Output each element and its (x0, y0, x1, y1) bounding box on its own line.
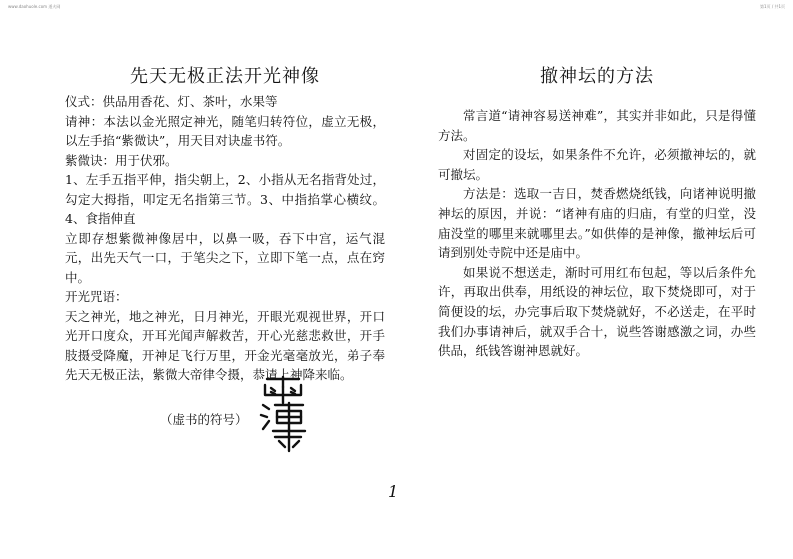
left-paragraph: 天之神光，地之神光，日月神光，开眼光观视世界，开口光开口度众，开耳光闻声解救苦，开心光慈悲救世，开手肢摄受降魔，开神足飞行万里，开金光毫毫放光，弟子奉先天无极正法，紫微大帝律令摄，恭请上神降来临。 (65, 308, 385, 382)
left-title: 先天无极正法开光神像 (130, 66, 320, 87)
right-paragraph: 方法是：选取一吉日，焚香燃烧纸钱，向诸神说明撤神坛的原因，并说：“诸神有庙的归庙，有堂的归堂，没庙没堂的哪里来就哪里去。”如供俸的是神像，撤神坛后可请到别处寺院中还是庙中。 (438, 186, 756, 261)
left-paragraph: 开光咒语： (65, 289, 128, 304)
right-paragraph: 常言道“请神容易送神难”，其实并非如此，只是得懂方法。 (438, 108, 756, 143)
talisman-caption: （虚书的符号） (160, 412, 248, 427)
left-paragraph: 请神：本法以金光照定神光，随笔归转符位，虚立无极，以左手掐“紫微诀”，用天目对诀虚书符。 (65, 113, 385, 148)
left-paragraph: 1、左手五指平伸，指尖朝上，2、小指从无名指背处过，勾定大拇指，叩定无名指第三节。3、中指掐掌心横纹。4、食指伸直 (65, 172, 385, 226)
header-left-text: www.daohuole.com 道火网 (8, 4, 61, 9)
talisman-symbol-image (255, 373, 311, 453)
right-paragraph: 对固定的设坛，如果条件不允许，必须撤神坛的，就可撤坛。 (438, 147, 756, 182)
right-title: 撤神坛的方法 (540, 66, 654, 87)
right-body (438, 106, 756, 361)
left-paragraph: 立即存想紫微神像居中，以鼻一吸，吞下中宫，运气混元，出先天气一口，于笔尖之下，立即下笔一点，点在窍中。 (65, 230, 385, 285)
left-paragraph: 仪式：供品用香花、灯、茶叶，水果等 (65, 94, 278, 109)
left-paragraph: 紫微诀：用于伏邪。 (65, 152, 178, 168)
right-paragraph: 如果说不想送走，渐时可用红布包起，等以后条件允许，再取出供奉，用纸设的神坛位，取下焚烧即可，对于简便设的坛，办完事后取下焚烧就好，不必送走，在平时我们办事请神后，就双手合十，说些答谢感激之词，办些供品，纸钱答谢神恩就好。 (438, 264, 756, 359)
left-body (65, 92, 385, 385)
page-number: 1 (388, 482, 399, 501)
header-right-text: 第1页 / 共1页 (760, 4, 785, 9)
